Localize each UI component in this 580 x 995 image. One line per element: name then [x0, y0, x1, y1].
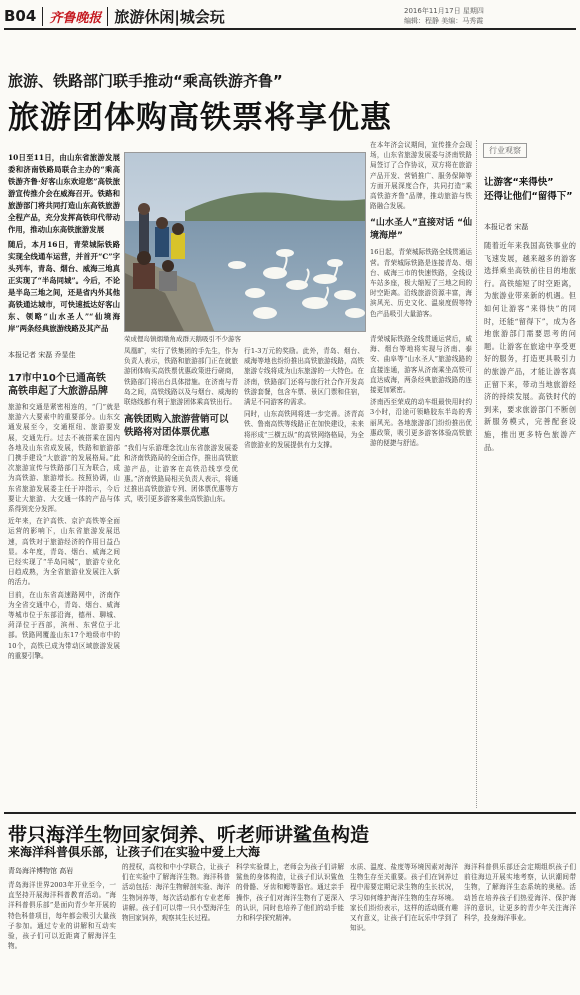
lead-paragraph-2: 随后，本月16日，青荣城际铁路实现全线通车运营，并首开“C”字头列车，青岛、烟台、威海三地真正实现了“半岛同城”。今后，不论是半岛三地之间，还是省内外其他高铁通达城市，可快速抵达好客山东、领略“山水圣人”“仙境海岸”两条经典旅游线路及其产品 [8, 240, 120, 332]
second-column-3: 科学实验课上，老师会为孩子们讲解鲨鱼的身体构造，让孩子们认识鲨鱼的骨骼、牙齿和鳃等器官。通过亲手操作，孩子们对海洋生物有了更深入的认识，同时也培养了他们的动手能力和科学探究精神。 [236, 863, 344, 923]
second-column-2: 的授权，高校和中小学联合，让孩子们在实验中了解海洋生物。海洋科普活动包括：海洋生物解剖实验、海洋生物饲养等，每次活动都有专业老师讲解。孩子们可以带一只小型海洋生物回家饲养，观察其生长过程。 [122, 863, 230, 923]
col4-paragraph-b: 16日起，青荣城际铁路全线贯通运营。青荣城际铁路是连接青岛、烟台、威海三市的快速铁路，全线设车站多座，极大缩短了三地之间的时空距离。沿线旅游资源丰富，海滨风光、历史文化、温泉度假等特色产品吸引大量游客。 [370, 248, 472, 318]
body-column-4a [370, 140, 472, 330]
col4-paragraph-d: 济南西至荣成的动车组最快用时约3小时，沿途可领略胶东半岛的秀丽风光。各地旅游部门纷纷推出优惠政策，吸引更多游客体验高铁旅游的便捷与舒适。 [370, 398, 472, 448]
page-number: B04 [4, 7, 37, 25]
col4-paragraph: 在本年济会议期间，宣传推介会现场，山东省旅游发展委与济南铁路局签订了合作协议，双方将在旅游产品开发、营销推广、服务保障等方面开展深度合作，共同打造“乘高铁游齐鲁”品牌，推动旅游与铁路融合发展。 [370, 141, 472, 211]
col4-paragraph-c: 青荣城际铁路全线贯通运营后，威海、烟台等地将实现与济南、泰安、曲阜等“山水圣人”旅游线路的直接连通，游客从济南乘坐高铁可直达威海，两条经典旅游线路的连接更加紧密。 [370, 335, 472, 395]
lead-headline: 旅游团体购高铁票将享优惠 [8, 100, 392, 136]
body-column-4b [370, 334, 472, 808]
lead-paragraph-column [8, 152, 120, 332]
col1-paragraph: 旅游和交通是紧密相连的，“门”就是旅游六大要素中的重要部分。山东交通发展至今，交通枢纽、旅游要发展，交通先行。过去不被搭乘在国内各地及山东省成发展，铁路和旅游部门携手建设“大旅游”的发展格局。”此次旅游宣传与铁路部门互为联合，成为高铁游、旅游增长。按照协调，山东省旅游发展委主任于冲指示，今后要让大旅游、大交通一体的产品与体系得到充分发挥。 [8, 403, 120, 514]
sidebar-tag: 行业观察 [483, 143, 527, 158]
second-byline: 青岛海洋博物馆 高岩 [8, 867, 74, 875]
sidebar-byline: 本报记者 宋磊 [484, 223, 529, 231]
story-divider [4, 812, 576, 814]
editor-line: 编辑：程静 美编：马秀霞 [404, 17, 484, 25]
second-column-4: 水质、温度、盐度等环境因素对海洋生物生存至关重要。孩子们在饲养过程中需要定期记录生物的生长状况，学习如何维护海洋生物的生存环境。家长们纷纷表示，这样的活动既有趣又有意义，让孩子们在玩乐中学到了知识。 [350, 863, 458, 933]
lead-kicker: 旅游、铁路部门联手推动“乘高铁游齐鲁” [8, 72, 283, 90]
sidebar-title: 让游客“来得快” 还得让他们“留得下” [484, 177, 573, 202]
col1-paragraph-c: 目前，在山东省高速路网中，济南作为全省交通中心，青岛、烟台、威海等城市位于东部沿海，德州、聊城、菏泽位于西部，滨州、东营位于北部。铁路网覆盖山东17个地级市中的10个，高铁已成为带动区域旅游发展的重要引擎。 [8, 590, 120, 660]
second-headline: 带只海洋生物回家饲养、听老师讲鲨鱼构造 [8, 824, 370, 846]
sidebar-text: 随着近年来我国高铁事业的飞速发展，越来越多的游客选择乘坐高铁前往目的地旅行。高铁缩短了时空距离，为旅游业带来新的机遇。但如何让游客“来得快”的同时，还能“留得下”，成为各地旅游部门需要思考的问题。让游客在旅途中享受更好的服务，打造更具吸引力的旅游产品，才能让游客真正留下来，带动当地旅游经济的持续发展。高铁时代的到来，要求旅游部门不断创新服务模式，完善配套设施，推出更多特色旅游产品。 [484, 241, 576, 452]
subhead-1: 17市中10个已通高铁 高铁串起了大旅游品牌 [8, 373, 108, 397]
masthead [4, 4, 576, 30]
photo-caption: 荣成俚岛镇烟墩角成群天鹅吸引不少游客 [124, 335, 241, 343]
col2-paragraph: 凤凰旷，实行了铁集团的手先生，作为负责人表示，铁路和旅游部门正在就旅游团体购买高铁票优惠政策进行磋商，铁路部门将出台具体措施。在济南与青岛之间，高铁线路以及与烟台、威海的联络线都有利于旅游团体乘高铁出行。 [124, 347, 238, 407]
subhead-2: 高铁团购入旅游营销可以 铁路将对团体票优惠 [124, 414, 229, 439]
lead-byline: 本报记者 宋磊 乔显佳 [8, 351, 76, 359]
masthead-meta [404, 6, 576, 26]
body-column-3 [244, 346, 364, 808]
body-column-2 [124, 346, 238, 808]
swan-photo [124, 152, 366, 332]
col3-paragraph: 行1-3万元的奖励。此外，青岛、烟台、威海等地也纷纷推出高铁旅游线路，高铁旅游专线将成为山东旅游的一大特色。在济南，铁路部门还将与旅行社合作开发高铁游套餐，包含车票、景区门票和住宿，满足不同游客的需求。 [244, 347, 364, 407]
newspaper-logo: 齐鲁晚报 [42, 7, 108, 26]
second-subheadline: 来海洋科普俱乐部，让孩子们在实验中爱上大海 [8, 845, 261, 859]
lead-paragraph: 10日至11日，由山东省旅游发展委和济南铁路局联合主办的“乘高铁游齐鲁·好客山东欢迎您”高铁旅游宣传推介会在威海召开。铁路和旅游部门将共同打造山东高铁旅游全程产品，充分发挥高铁印代带动作用，推动山东高铁旅游发展 [8, 153, 120, 234]
subhead-3: “山水圣人”直接对话 “仙境海岸” [370, 218, 472, 242]
date-line: 2016年11月17日 星期四 [404, 7, 484, 15]
col1-paragraph-b: 近年来，在沪高铁、京沪高铁等全面运营的影响下，山东省旅游发展迅速，高铁对于旅游经济的作用日益凸显。本年度，青岛、烟台、威海之间已经实现了“半岛同城”，旅游专业化日趋成熟，为全省旅游业发展注入新的活力。 [8, 517, 120, 587]
body-column-1 [8, 372, 120, 808]
second-column-1: 青岛海洋世界2003年开业至今，一直坚持开展海洋科普教育活动。“海洋科普俱乐部”是面向青少年开展的特色科普项目，每年都会吸引大量孩子参加。通过专业的讲解和互动实验，孩子们可以近距离了解海洋生物。 [8, 881, 116, 951]
col3-paragraph-b: 同时，山东高铁网将进一步完善。济青高铁、鲁南高铁等线路正在加快建设，未来将形成“三横五纵”的高铁网络格局，为全省旅游业的发展提供有力支撑。 [244, 410, 364, 449]
second-column-5: 海洋科普俱乐部还会定期组织孩子们前往海边开展实地考察，认识潮间带生物，了解海洋生态系统的奥秘。活动旨在培养孩子们热爱海洋、保护海洋的意识，让更多的青少年关注海洋科学，投身海洋事业。 [464, 863, 576, 923]
col2-paragraph-b: “我们与乐游理念沈山东省旅游发展委和济南铁路局的全面合作，推出高铁旅游产品，让游客在高铁沿线享受优惠。”济南铁路局相关负责人表示，将通过推出高铁旅游专列、团体票优惠等方式，吸引更多游客乘坐高铁游山东。 [124, 444, 238, 504]
section-title: 旅游休闲|城会玩 [114, 7, 225, 26]
swan-photo-image [125, 153, 366, 332]
